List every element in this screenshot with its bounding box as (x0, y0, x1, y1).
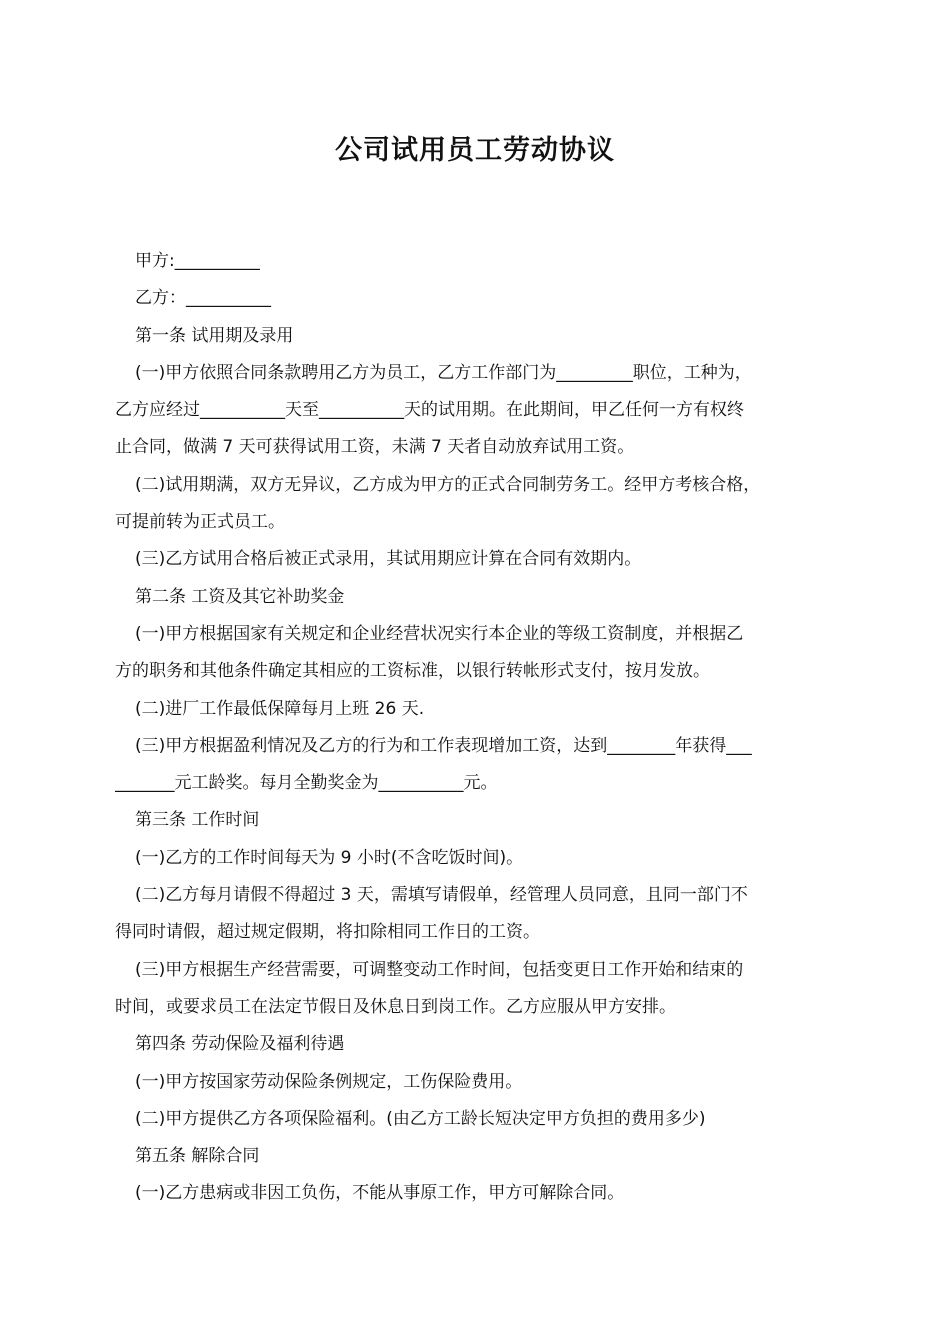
paragraph-line: (三)乙方试用合格后被正式录用，其试用期应计算在合同有效期内。 (135, 549, 642, 570)
paragraph-line: 方的职务和其他条件确定其相应的工资标准，以银行转帐形式支付，按月发放。 (115, 661, 710, 682)
article-4-heading: 第四条 劳动保险及福利待遇 (135, 1034, 345, 1055)
paragraph-line: (三)甲方根据生产经营需要，可调整变动工作时间，包括变更日工作开始和结束的 (135, 959, 744, 980)
paragraph-line: (三)甲方根据盈利情况及乙方的行为和工作表现增加工资，达到________年获得___ (135, 735, 752, 756)
article-2-heading: 第二条 工资及其它补助奖金 (135, 586, 345, 607)
paragraph-line: (一)乙方的工作时间每天为 9 小时(不含吃饭时间)。 (135, 847, 524, 868)
paragraph-line: 乙方应经过__________天至__________天的试用期。在此期间，甲乙任何一方有权终 (115, 400, 744, 421)
paragraph-line: 可提前转为正式员工。 (115, 512, 285, 533)
paragraph-line: (一)甲方依照合同条款聘用乙方为员工，乙方工作部门为_________职位，工种为， (135, 362, 752, 383)
paragraph-line: _______元工龄奖。每月全勤奖金为__________元。 (115, 773, 498, 794)
article-5-heading: 第五条 解除合同 (135, 1146, 260, 1167)
document-body (115, 243, 845, 1213)
paragraph-line: (二)进厂工作最低保障每月上班 26 天. (135, 698, 425, 719)
document-title: 公司试用员工劳动协议 (335, 135, 615, 166)
paragraph-line: (一)乙方患病或非因工负伤，不能从事原工作，甲方可解除合同。 (135, 1183, 625, 1204)
party-b-line: 乙方：__________ (135, 288, 271, 309)
paragraph-line: (二)甲方提供乙方各项保险福利。(由乙方工龄长短决定甲方负担的费用多少) (135, 1108, 706, 1129)
paragraph-line: (一)甲方根据国家有关规定和企业经营状况实行本企业的等级工资制度，并根据乙 (135, 623, 744, 644)
paragraph-line: (二)乙方每月请假不得超过 3 天，需填写请假单，经管理人员同意，且同一部门不 (135, 885, 748, 906)
paragraph-line: (一)甲方按国家劳动保险条例规定，工伤保险费用。 (135, 1071, 523, 1092)
party-a-line: 甲方:__________ (135, 251, 260, 271)
article-3-heading: 第三条 工作时间 (135, 810, 260, 831)
paragraph-line: 时间，或要求员工在法定节假日及休息日到岗工作。乙方应服从甲方安排。 (115, 996, 676, 1017)
article-1-heading: 第一条 试用期及录用 (135, 325, 294, 346)
paragraph-line: 止合同，做满 7 天可获得试用工资，未满 7 天者自动放弃试用工资。 (115, 437, 635, 458)
paragraph-line: (二)试用期满，双方无异议，乙方成为甲方的正式合同制劳务工。经甲方考核合格， (135, 474, 761, 495)
paragraph-line: 得同时请假，超过规定假期，将扣除相同工作日的工资。 (115, 922, 540, 943)
